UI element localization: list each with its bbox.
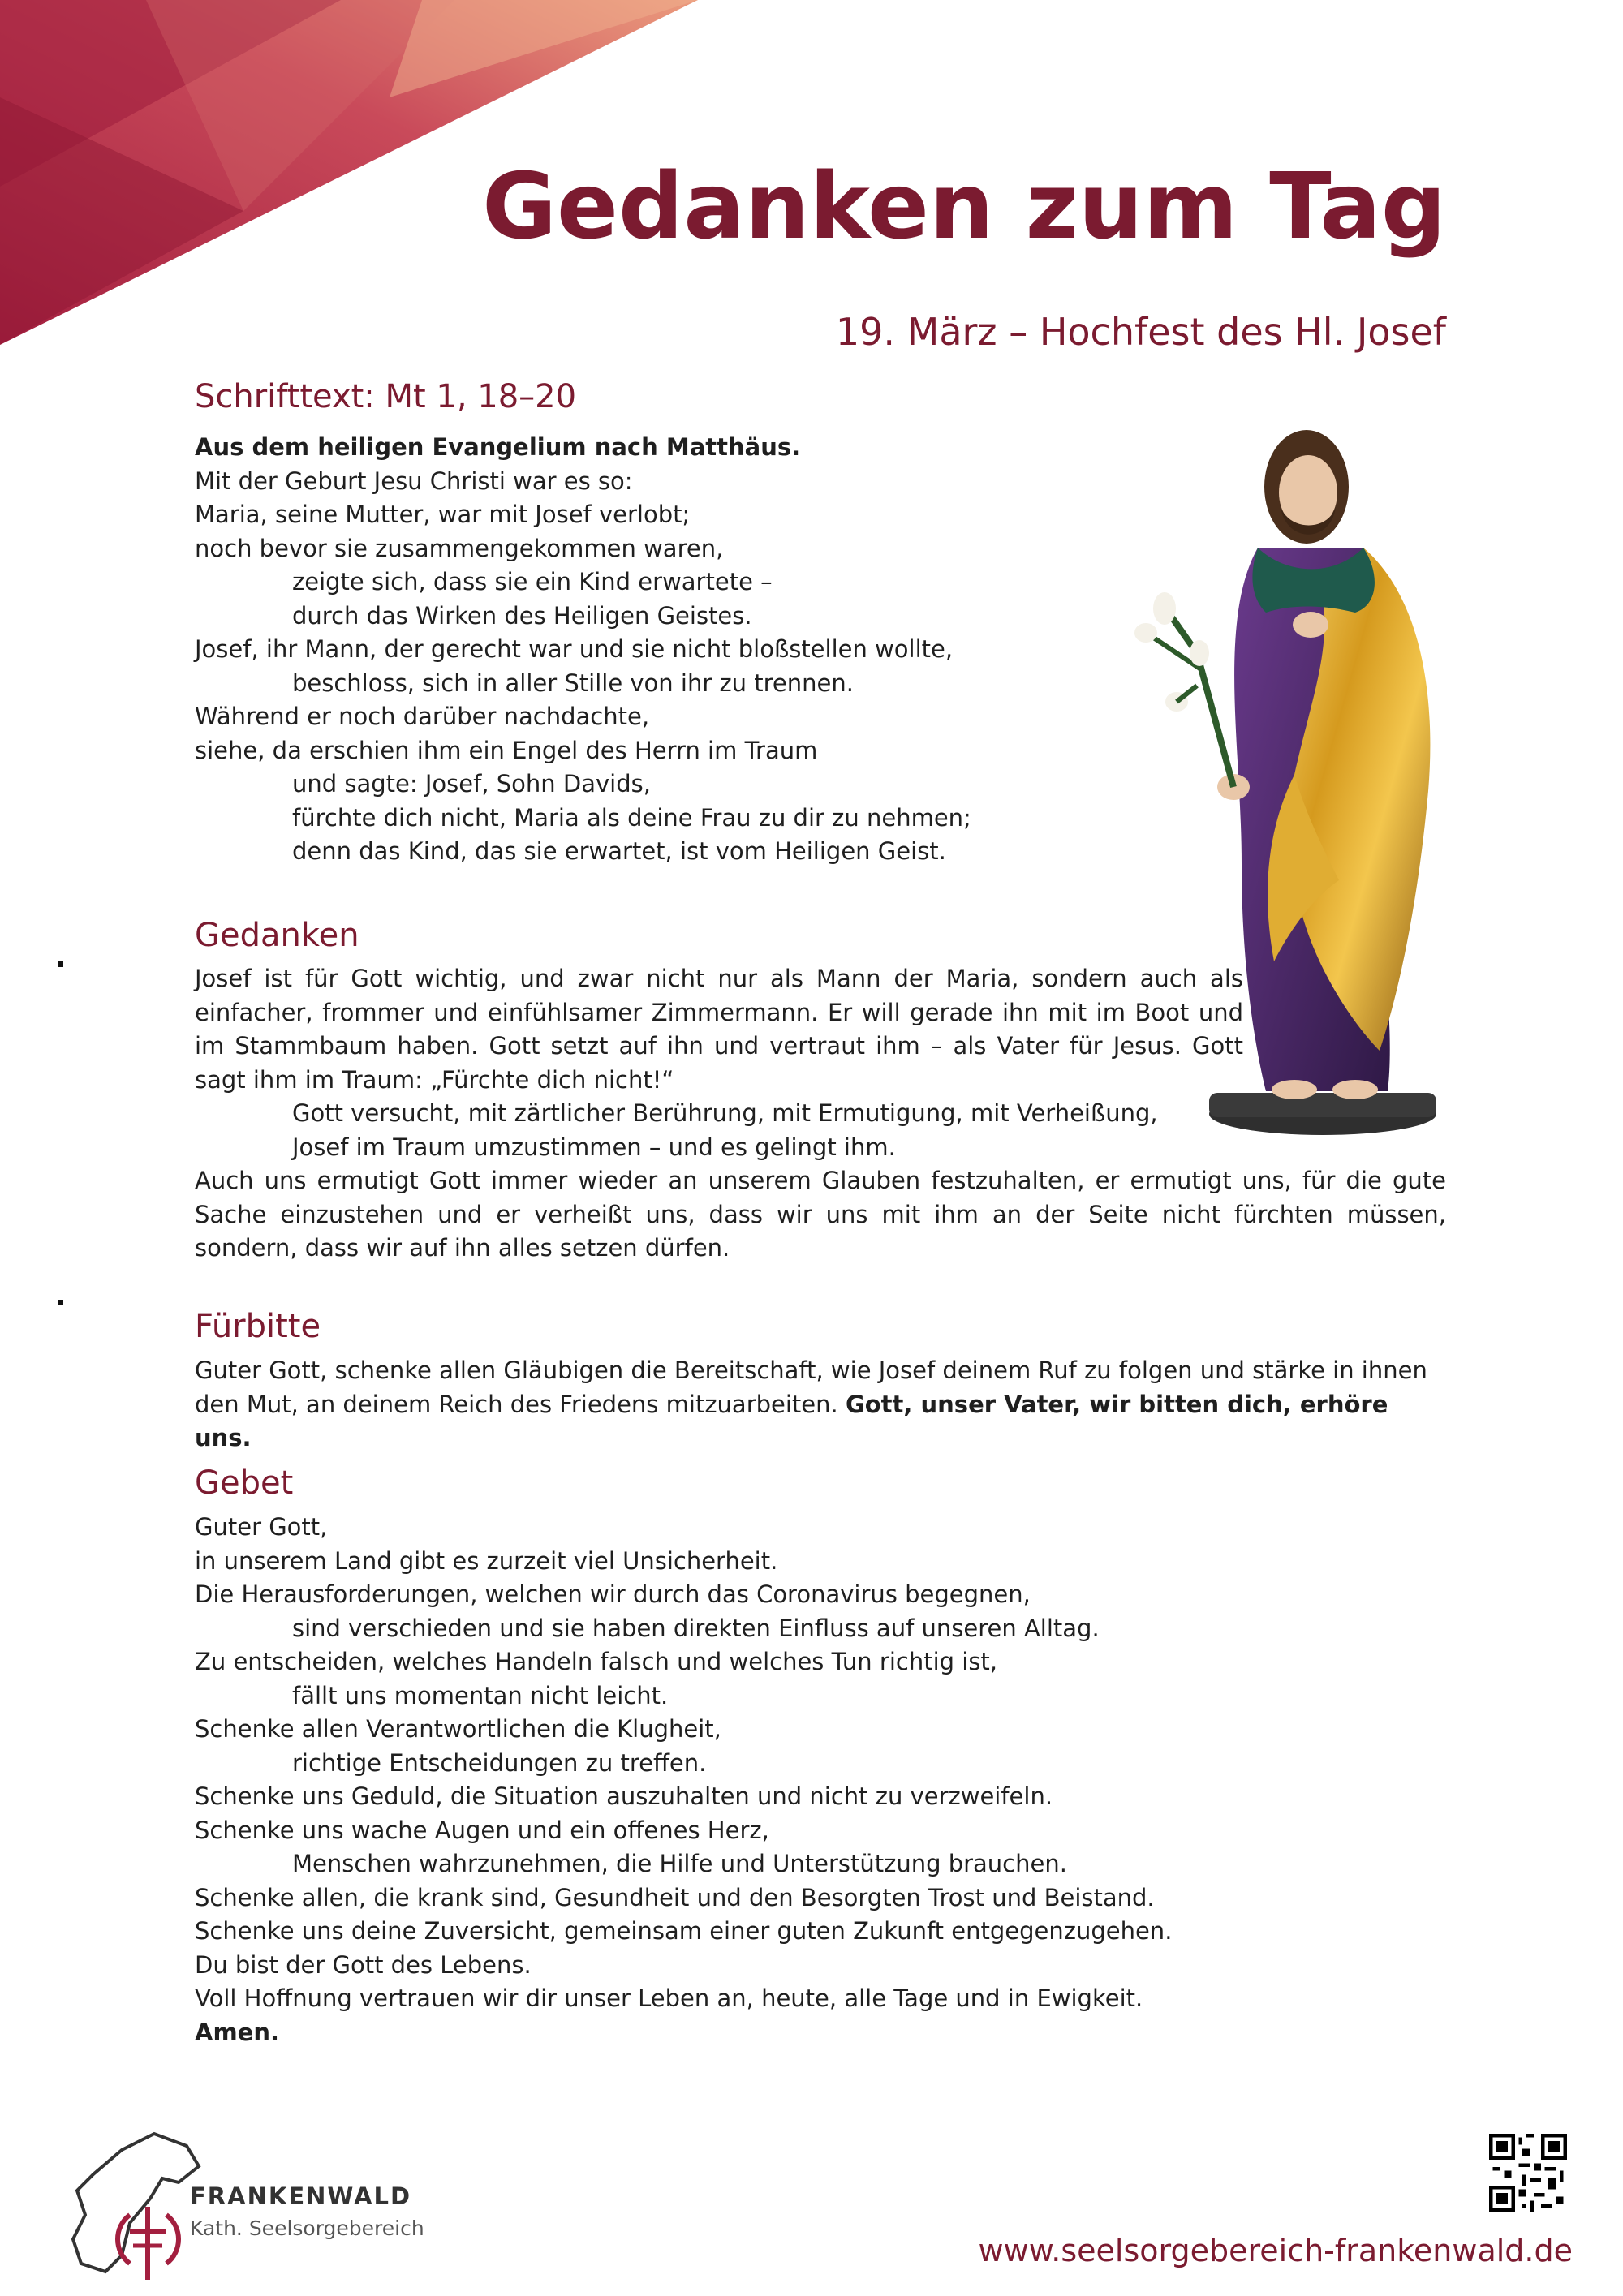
scripture-line: zeigte sich, dass sie ein Kind erwartete – — [292, 568, 773, 595]
scripture-line: fürchte dich nicht, Maria als deine Frau zu dir zu nehmen; — [292, 803, 971, 832]
gebet-heading: Gebet — [195, 1464, 294, 1502]
scripture-line: Mit der Geburt Jesu Christi war es so: — [195, 467, 633, 495]
fuerbitte-heading: Fürbitte — [195, 1308, 321, 1345]
logo-name: FRANKENWALD — [190, 2182, 412, 2210]
gedanken-paragraph-2 — [195, 1097, 1169, 1164]
gebet-text — [195, 1511, 1172, 2049]
gebet-line: fällt uns momentan nicht leicht. — [292, 1681, 669, 1709]
feast-subtitle: 19. März – Hochfest des Hl. Josef — [835, 310, 1446, 354]
gedanken-paragraph-1 — [195, 962, 1243, 1097]
qr-code-icon[interactable] — [1489, 2134, 1567, 2212]
scripture-line: und sagte: Josef, Sohn Davids, — [292, 770, 651, 798]
gedanken-text: Josef ist für Gott wichtig, und zwar nicht nur als Mann der Maria, sondern auch als einfacher, frommer und einfühlsamer Zimmermann. Er will gerade ihn mit im Boot und im Stammbaum haben. Gott setzt auf ihn und vertraut ihm – als Vater für Jesus. Gott sagt ihm im Traum: „Fürchte dich nicht!“ — [195, 965, 1243, 1094]
list-bullet — [58, 1300, 63, 1305]
gebet-line: sind verschieden und sie haben direkten Einfluss auf unseren Alltag. — [292, 1614, 1100, 1642]
scripture-heading: Schrifttext: Mt 1, 18–20 — [195, 378, 577, 415]
fuerbitte-text — [195, 1354, 1428, 1455]
gedanken-text: Auch uns ermutigt Gott immer wieder an unserem Glauben festzuhalten, er ermutigt uns, für die gute Sache einzustehen und er verheißt uns, dass wir uns mit ihm an der Seite nicht fürchten müssen, sondern, dass wir auf ihn alles setzen dürfen. — [195, 1167, 1446, 1262]
gebet-line: Menschen wahrzunehmen, die Hilfe und Unterstützung brauchen. — [292, 1850, 1067, 1877]
gebet-line: Voll Hoffnung vertrauen wir dir unser Leben an, heute, alle Tage und in Ewigkeit. — [195, 1984, 1143, 2012]
list-bullet — [58, 961, 63, 967]
gedanken-heading: Gedanken — [195, 917, 359, 954]
gebet-line: Schenke uns Geduld, die Situation auszuhalten und nicht zu verzweifeln. — [195, 1782, 1053, 1810]
scripture-line: noch bevor sie zusammengekommen waren, — [195, 534, 724, 562]
gebet-line: Schenke allen Verantwortlichen die Klugheit, — [195, 1715, 721, 1743]
gedanken-text: Gott versucht, mit zärtlicher Berührung, mit Ermutigung, mit Verheißung, Josef im Traum umzustimmen – und es gelingt ihm. — [292, 1099, 1158, 1161]
scripture-line: siehe, da erschien ihm ein Engel des Herrn im Traum — [195, 736, 818, 764]
page-title: Gedanken zum Tag — [482, 154, 1446, 260]
gebet-line: Zu entscheiden, welches Handeln falsch und welches Tun richtig ist, — [195, 1648, 998, 1675]
gebet-line: richtige Entscheidungen zu treffen. — [292, 1748, 707, 1777]
scripture-text — [195, 431, 971, 869]
scripture-line: durch das Wirken des Heiligen Geistes. — [292, 601, 752, 630]
gebet-line: Schenke allen, die krank sind, Gesundheit und den Besorgten Trost und Beistand. — [195, 1883, 1155, 1911]
gebet-line: Schenke uns deine Zuversicht, gemeinsam einer guten Zukunft entgegenzugehen. — [195, 1917, 1173, 1945]
logo-subtitle: Kath. Seelsorgebereich — [190, 2216, 424, 2240]
scripture-line: Maria, seine Mutter, war mit Josef verlobt; — [195, 501, 691, 528]
website-link[interactable]: www.seelsorgebereich-frankenwald.de — [978, 2233, 1573, 2268]
scripture-line: Josef, ihr Mann, der gerecht war und sie nicht bloßstellen wollte, — [195, 635, 954, 663]
gedanken-paragraph-3 — [195, 1164, 1446, 1266]
scripture-line: denn das Kind, das sie erwartet, ist vom Heiligen Geist. — [292, 837, 946, 865]
gebet-line: Amen. — [195, 2018, 279, 2046]
gebet-line: Du bist der Gott des Lebens. — [195, 1950, 532, 1979]
gebet-line: Guter Gott, — [195, 1513, 328, 1541]
scripture-line: Aus dem heiligen Evangelium nach Matthäus. — [195, 433, 801, 461]
gebet-line: Die Herausforderungen, welchen wir durch das Coronavirus begegnen, — [195, 1580, 1031, 1608]
gebet-line: in unserem Land gibt es zurzeit viel Unsicherheit. — [195, 1546, 778, 1575]
scripture-line: Während er noch darüber nachdachte, — [195, 703, 650, 730]
fuerbitte-body: Guter Gott, schenke allen Gläubigen die Bereitschaft, wie Josef deinem Ruf zu folgen und stärke in ihnen den Mut, an deinem Reich des Friedens mitzuarbeiten. — [195, 1357, 1427, 1418]
fuerbitte-response: Gott, unser Vater, wir bitten dich, erhöre uns. — [195, 1390, 1388, 1451]
scripture-line: beschloss, sich in aller Stille von ihr zu trennen. — [292, 669, 854, 697]
gebet-line: Schenke uns wache Augen und ein offenes Herz, — [195, 1816, 769, 1844]
